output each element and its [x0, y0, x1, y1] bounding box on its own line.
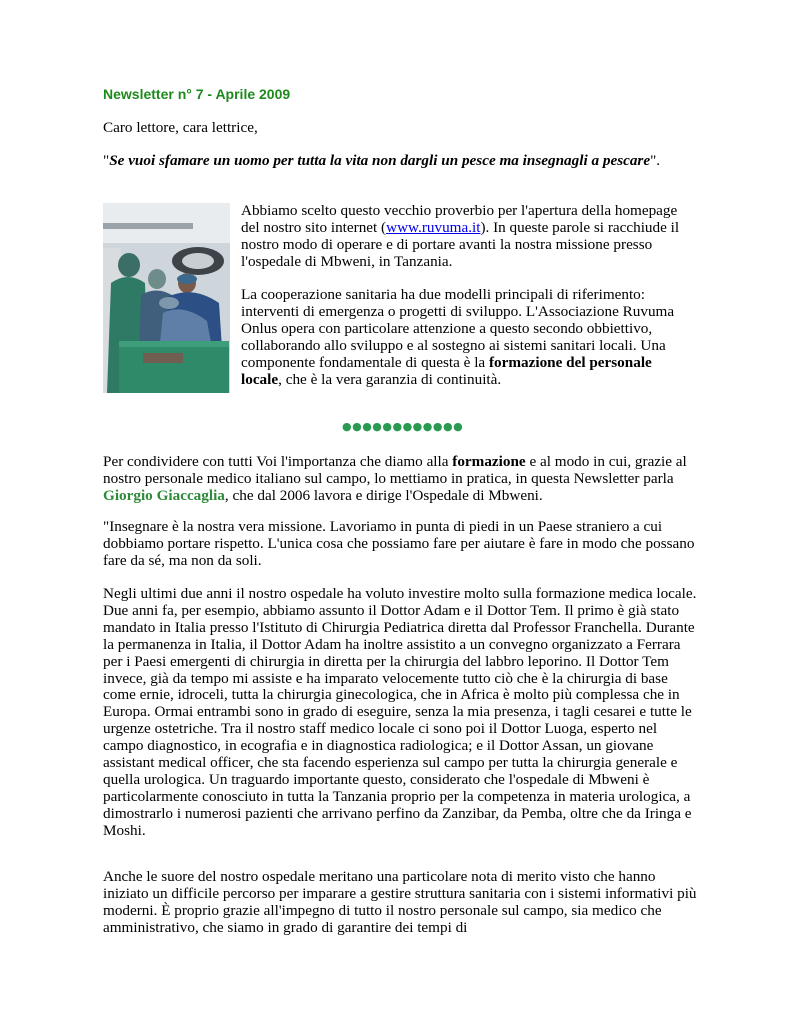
- newsletter-title: Newsletter n° 7 - Aprile 2009: [103, 86, 291, 102]
- body-p1-b: e al modo in cui, grazie al nostro personale medico italiano sul campo, lo mettiamo in pratica, in questa Newsletter parla: [103, 453, 687, 487]
- body-paragraph-1: [103, 454, 698, 505]
- website-link[interactable]: www.ruvuma.it: [386, 218, 481, 236]
- body-paragraph-2: "Insegnare è la nostra vera missione. Lavoriamo in punta di piedi in un Paese straniero a cui dobbiamo portare rispetto. L'unica cosa che possiamo fare per aiutare è fare in modo che possano fare da sé, ma non da soli.: [103, 518, 695, 569]
- intro-p2-before-bold: La cooperazione sanitaria ha due modelli principali di riferimento: interventi di emergenza o progetti di sviluppo. L'Associazione Ruvuma Onlus opera con particolare attenzione a questo secondo obbiettivo, collaborando allo sviluppo e al sostegno ai sistemi sanitari locali. Una componente fondamentale di questa è la: [241, 286, 675, 371]
- proverb-paragraph: [103, 153, 698, 170]
- intro-p2-bold: formazione del personale locale: [241, 353, 652, 388]
- proverb-text: Se vuoi sfamare un uomo per tutta la vita non dargli un pesce ma insegnagli a pescare: [109, 152, 651, 169]
- greeting: Caro lettore, cara lettrice,: [103, 119, 258, 136]
- dot-separator: ●●●●●●●●●●●●: [342, 420, 464, 433]
- intro-p2-after-bold: , che è la vera garanzia di continuità.: [278, 370, 502, 388]
- body-paragraph-4: Anche le suore del nostro ospedale meritano una particolare nota di merito visto che hanno iniziato un difficile percorso per imparare a gestire struttura sanitaria con i sistemi informativi più moderni. È proprio grazie all'impegno di tutto il nostro personale sul campo, sia medico che amministrativo, che siamo in grado di garantire dei tempi di: [103, 868, 697, 936]
- body-p1-a: Per condividere con tutti Voi l'importanza che diamo alla: [103, 453, 453, 470]
- intro-p1-before-link: Abbiamo scelto questo vecchio proverbio per l'apertura della homepage del nostro sito internet (: [241, 202, 678, 236]
- author-name: Giorgio Giaccaglia: [103, 486, 225, 504]
- intro-p1-after-link: ). In queste parole si racchiude il nostro modo di operare e di portare avanti la nostra missione presso l'ospedale di Mbweni, in Tanzania.: [241, 218, 680, 270]
- proverb-close: ".: [650, 152, 661, 169]
- body-p1-c: , che dal 2006 lavora e dirige l'Ospedale di Mbweni.: [224, 486, 543, 504]
- intro-paragraph-2: [241, 287, 696, 388]
- proverb-open-quote: ": [103, 152, 110, 169]
- body-p1-bold: formazione: [452, 453, 526, 470]
- intro-paragraph-1: [241, 203, 696, 271]
- surgery-photo: [103, 203, 230, 393]
- body-paragraph-3: Negli ultimi due anni il nostro ospedale ha voluto investire molto sulla formazione medica locale. Due anni fa, per esempio, abbiamo assunto il Dottor Adam e il Dottor Tem. Il primo è già stato mandato in Italia presso l'Istituto di Chirurgia Pediatrica diretta dal Professor Franchella. Durante la permanenza in Italia, il Dottor Adam ha inoltre assistito a un convegno organizzato a Ferrara per i Paesi emergenti di chirurgia in diretta per la chirurgia del labbro leporino. Il Dottor Tem invece, già da tempo mi assiste e ha imparato velocemente tutto ciò che è la chirurgia di base come ernie, idroceli, tutta la chirurgia ginecologica, che in Africa è molto più complessa che in Europa. Ormai entrambi sono in grado di eseguire, senza la mia presenza, i tagli cesarei e tutte le urgenze ostetriche. Tra il nostro staff medico locale ci sono poi il Dottor Luoga, esperto nel campo diagnostico, in ecografia e in diagnostica radiologica; e il Dottor Assan, un giovane assistant medical officer, che sta facendo esperienza sul campo per tutta la chirurgia generale e quella urologica. Un traguardo importante questo, considerato che l'ospedale di Mbweni è particolarmente conosciuto in tutta la Tanzania proprio per la competenza in materia urologica, a dimostrarlo i numerosi pazienti che arrivano perfino da Zanzibar, da Pemba, oltre che da Iringa e Moshi.: [103, 585, 697, 839]
